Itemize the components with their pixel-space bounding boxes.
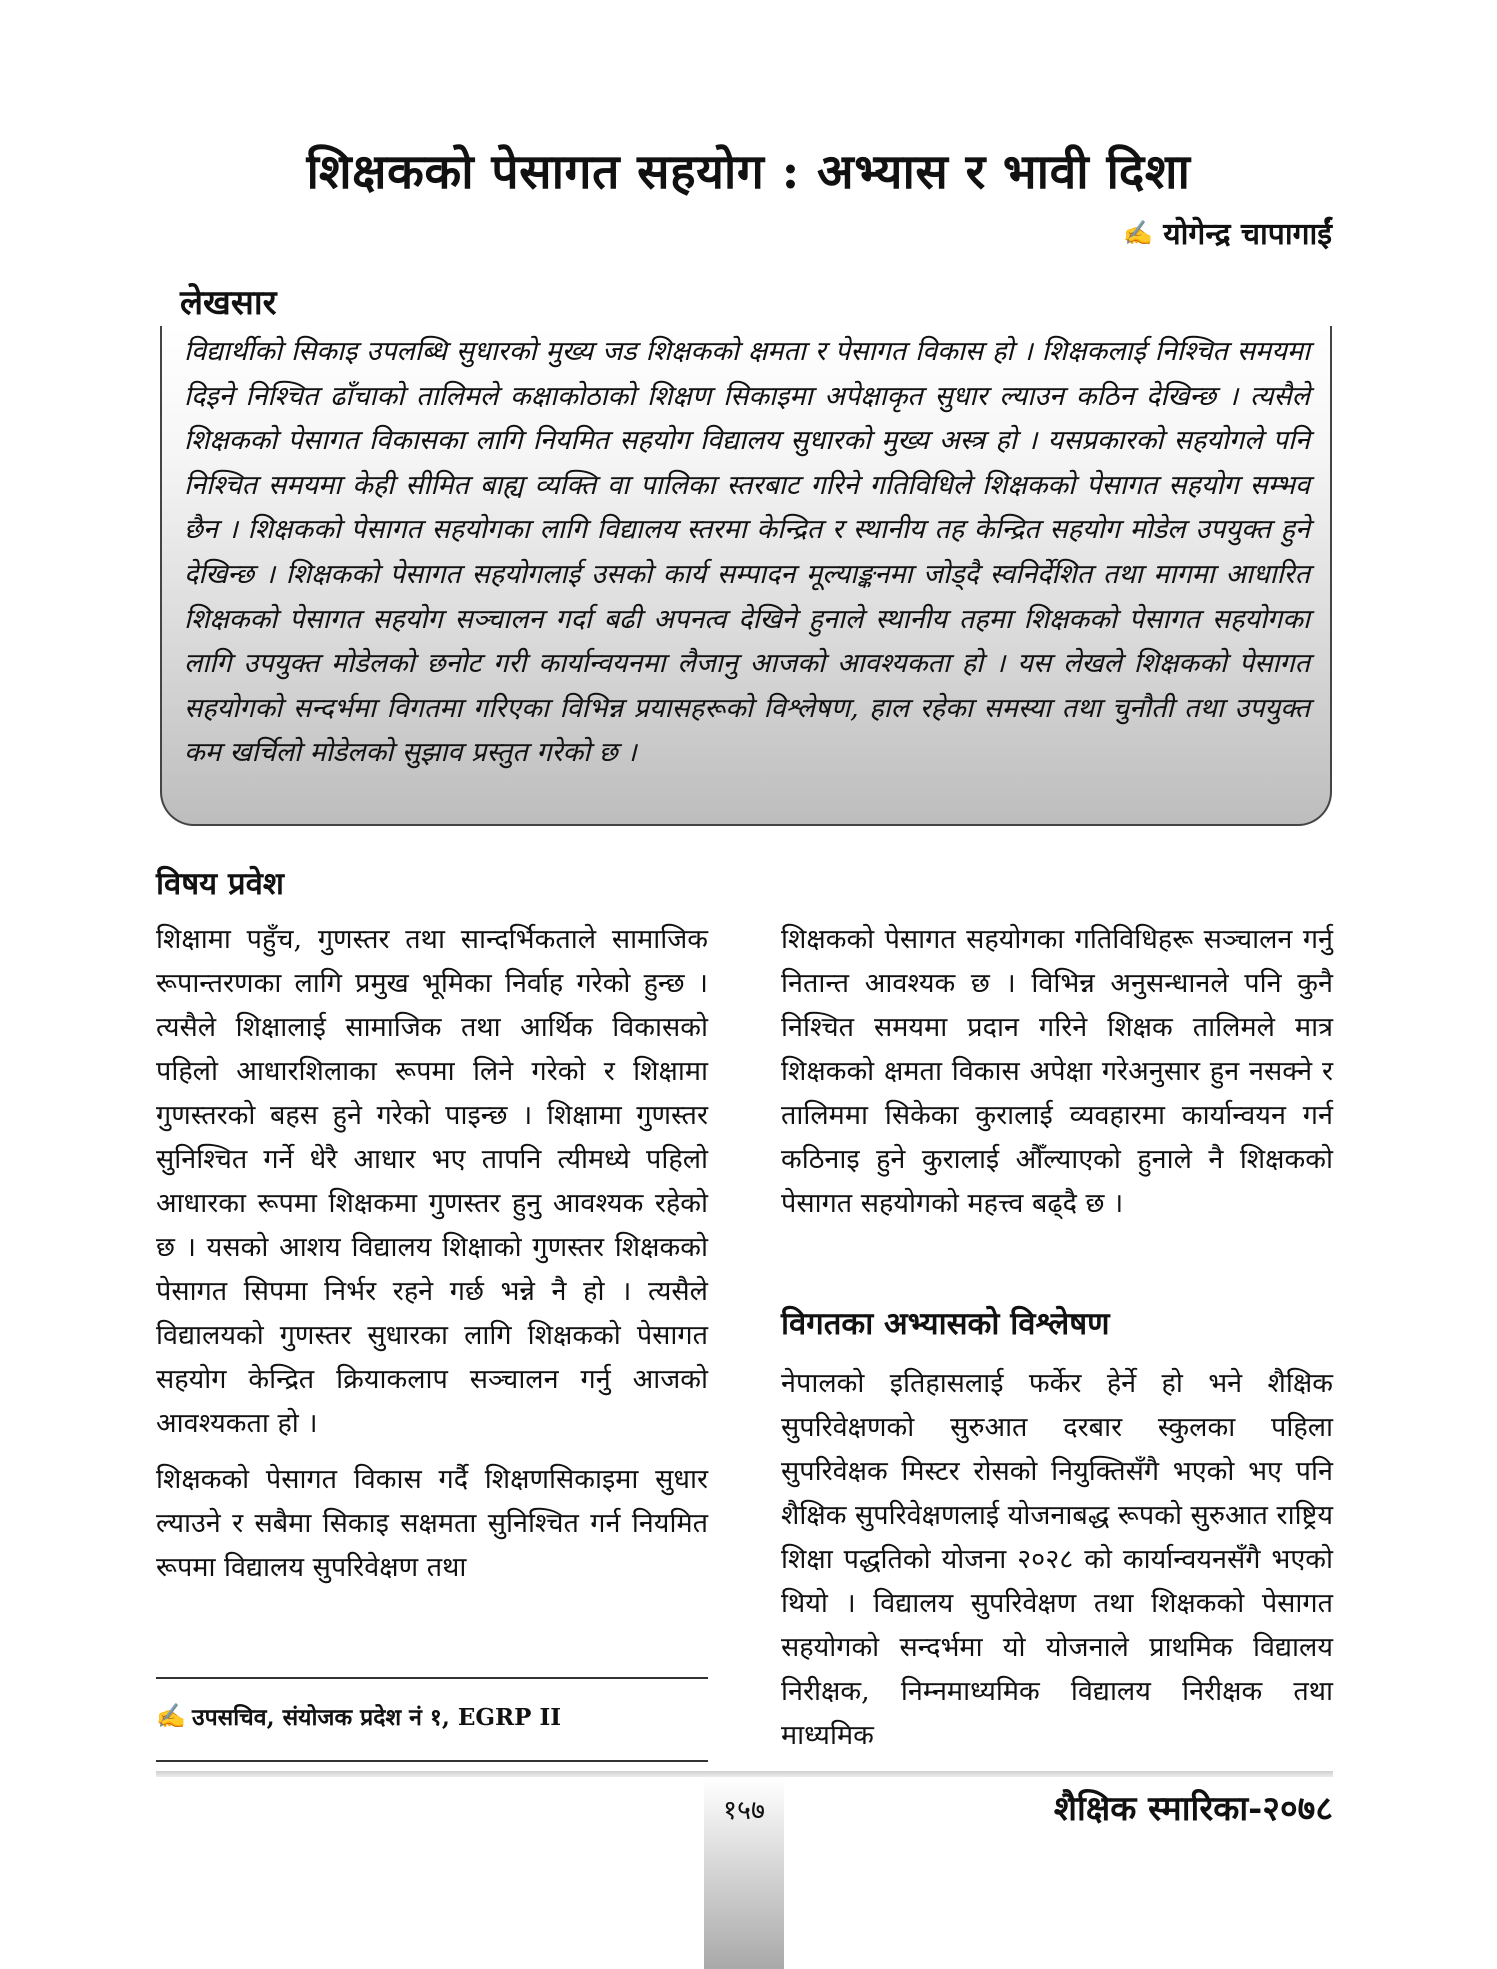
past-analysis-heading: विगतका अभ्यासको विश्लेषण [781, 1306, 1110, 1342]
intro-paragraph-1: शिक्षामा पहुँच, गुणस्तर तथा सान्दर्भिकताले सामाजिक रूपान्तरणका लागि प्रमुख भूमिका निर्वाह गरेको हुन्छ । त्यसैले शिक्षालाई सामाजिक तथा आर्थिक विकासको पहिलो आधारशिलाका रूपमा लिने गरेको र शिक्षामा गुणस्तरको बहस हुने गरेको पाइन्छ । शिक्षामा गुणस्तर सुनिश्चित गर्ने धेरै आधार भए तापनि त्यीमध्ये पहिलो आधारका रूपमा शिक्षकमा गुणस्तर हुनु आवश्यक रहेको छ । यसको आशय विद्यालय शिक्षाको गुणस्तर शिक्षकको पेसागत सिपमा निर्भर रहने गर्छ भन्ने नै हो । त्यसैले विद्यालयको गुणस्तर सुधारका लागि शिक्षकको पेसागत सहयोग केन्द्रित क्रियाकलाप सञ्चालन गर्नु आजको आवश्यकता हो । [156, 924, 708, 1439]
author-byline [1123, 212, 1332, 253]
left-column [156, 918, 708, 1590]
footnote [156, 1700, 561, 1732]
pen-icon: ✍ [1123, 217, 1154, 247]
right-column-top [781, 918, 1333, 1226]
page-number: १५७ [722, 1795, 766, 1826]
right-column-bottom [781, 1362, 1333, 1758]
past-analysis-paragraph-1: नेपालको इतिहासलाई फर्केर हेर्ने हो भने शैक्षिक सुपरिवेक्षणको सुरुआत दरबार स्कुलका पहिला सुपरिवेक्षक मिस्टर रोसको नियुक्तिसँगै भएको भए पनि शैक्षिक सुपरिवेक्षणलाई योजनाबद्ध रूपको सुरुआत राष्ट्रिय शिक्षा पद्धतिको योजना २०२८ को कार्यान्वयनसँगै भएको थियो । विद्यालय सुपरिवेक्षण तथा शिक्षकको पेसागत सहयोगको सन्दर्भमा यो योजनाले प्राथमिक विद्यालय निरीक्षक, निम्नमाध्यमिक विद्यालय निरीक्षक तथा माध्यमिक [781, 1368, 1333, 1751]
pen-icon: ✍ [156, 1701, 186, 1730]
article-title: शिक्षकको पेसागत सहयोग : अभ्यास र भावी दिशा [306, 144, 1191, 200]
footnote-text: उपसचिव, संयोजक प्रदेश नं १, EGRP II [192, 1704, 561, 1731]
footer-divider [156, 1771, 1333, 1777]
abstract-text: विद्यार्थीको सिकाइ उपलब्धि सुधारको मुख्य जड शिक्षकको क्षमता र पेसागत विकास हो । शिक्षकलाई निश्चित समयमा दिइने निश्चित ढाँचाको तालिमले कक्षाकोठाको शिक्षण सिकाइमा अपेक्षाकृत सुधार ल्याउन कठिन देखिन्छ । त्यसैले शिक्षकको पेसागत विकासका लागि नियमित सहयोग विद्यालय सुधारको मुख्य अस्त्र हो । यसप्रकारको सहयोगले पनि निश्चित समयमा केही सीमित बाह्य व्यक्ति वा पालिका स्तरबाट गरिने गतिविधिले शिक्षकको पेसागत सहयोग सम्भव छैन । शिक्षकको पेसागत सहयोगका लागि विद्यालय स्तरमा केन्द्रित र स्थानीय तह केन्द्रित सहयोग मोडेल उपयुक्त हुने देखिन्छ । शिक्षकको पेसागत सहयोगलाई उसको कार्य सम्पादन मूल्याङ्कनमा जोड्दै स्वनिर्देशित तथा मागमा आधारित शिक्षकको पेसागत सहयोग सञ्चालन गर्दा बढी अपनत्व देखिने हुनाले स्थानीय तहमा शिक्षकको पेसागत सहयोगका लागि उपयुक्त मोडेलको छनोट गरी कार्यान्वयनमा लैजानु आजको आवश्यकता हो । यस लेखले शिक्षकको पेसागत सहयोगको सन्दर्भमा विगतमा गरिएका विभिन्न प्रयासहरूको विश्लेषण, हाल रहेका समस्या तथा चुनौती तथा उपयुक्त कम खर्चिलो मोडेलको सुझाव प्रस्तुत गरेको छ । [184, 336, 1310, 769]
journal-name: शैक्षिक स्मारिका-२०७८ [1053, 1789, 1333, 1829]
abstract-box [160, 326, 1332, 826]
footnote-bottom-divider [156, 1760, 708, 1762]
intro-paragraph-3: शिक्षकको पेसागत सहयोगका गतिविधिहरू सञ्चालन गर्नु नितान्त आवश्यक छ । विभिन्न अनुसन्धानले पनि कुनै निश्चित समयमा प्रदान गरिने शिक्षक तालिमले मात्र शिक्षकको क्षमता विकास अपेक्षा गरेअनुसार हुन नसक्ने र तालिममा सिकेका कुरालाई व्यवहारमा कार्यान्वयन गर्न कठिनाइ हुने कुरालाई औँल्याएको हुनाले नै शिक्षकको पेसागत सहयोगको महत्त्व बढ्दै छ । [781, 924, 1333, 1219]
intro-paragraph-2: शिक्षकको पेसागत विकास गर्दै शिक्षणसिकाइमा सुधार ल्याउने र सबैमा सिकाइ सक्षमता सुनिश्चित गर्न नियमित रूपमा विद्यालय सुपरिवेक्षण तथा [156, 1464, 708, 1583]
introduction-heading: विषय प्रवेश [156, 866, 284, 902]
author-name: योगेन्द्र चापागाईं [1163, 217, 1332, 252]
abstract-heading: लेखसार [180, 283, 277, 323]
footnote-divider [156, 1677, 708, 1679]
